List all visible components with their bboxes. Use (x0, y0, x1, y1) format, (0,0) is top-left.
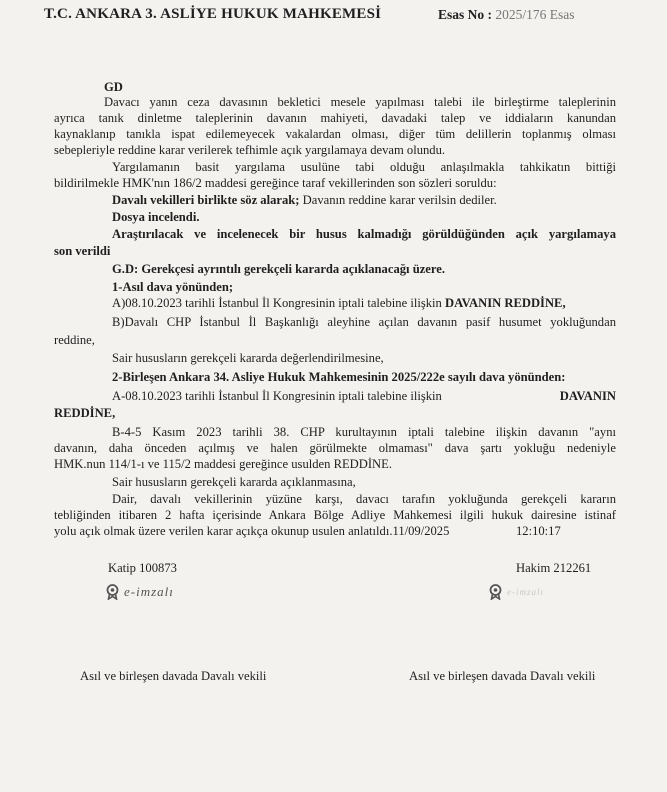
katip-e-signature (104, 583, 174, 600)
gd-reasoning: G.D: Gerekçesi ayrıntılı gerekçeli kararda açıklanacağı üzere. (112, 262, 445, 276)
gd-heading: GD (104, 80, 123, 94)
court-title: T.C. ANKARA 3. ASLİYE HUKUK MAHKEMESİ (44, 6, 382, 22)
section-2-a-text: A-08.10.2023 tarihli İstanbul İl Kongresinin iptali talebine ilişkin (112, 389, 442, 403)
katip-e-signature-text: e-imzalı (124, 583, 174, 599)
seal-icon (487, 583, 504, 600)
p5-line-2: son verildi (54, 244, 111, 258)
decision-time: 12:10:17 (516, 524, 561, 538)
footer-right-party: Asıl ve birleşen davada Davalı vekili (409, 669, 596, 683)
hakim-e-signature-text: e-imzalı (507, 586, 544, 597)
case-number-value: 2025/176 Esas (495, 7, 575, 22)
p1-line-1: Davacı yanın ceza davasının bekletici mesele yapılması talebi ile birleştirme taleplerinin (104, 95, 616, 109)
section-1-title: 1-Asıl dava yönünden; (112, 280, 234, 294)
p1-line-2: ayrıca tanık dinletme taleplerinin davanın mahiyeti, davadaki talep ve iddiaların kanundan (54, 111, 616, 125)
footer-left-party: Asıl ve birleşen davada Davalı vekili (80, 669, 267, 683)
section-1-b-line-2: reddine, (54, 333, 95, 347)
section-1-a (112, 296, 566, 311)
seal-icon (104, 583, 121, 600)
section-2-a-verdict-1: DAVANIN (559, 389, 616, 403)
final-line-3: yolu açık olmak üzere verilen karar açıkça okunup usulen anlatıldı.11/09/2025 (54, 524, 450, 538)
p2-line-2: bildirilmekle HMK'nın 186/2 maddesi gereğince taraf vekillerinden son sözleri soruldu: (54, 176, 497, 190)
case-number-label: Esas No : (438, 7, 493, 22)
section-1-sair: Sair hususların gerekçeli kararda değerlendirilmesine, (112, 351, 384, 365)
section-2-title: 2-Birleşen Ankara 34. Asliye Hukuk Mahkemesinin 2025/222e sayılı dava yönünden: (112, 370, 566, 384)
p1-line-3: kaynaklanıp tanıkla ispat edilemeyecek vakalardan olması, diğer tüm delillerin toplanmış olması (54, 127, 616, 141)
section-1-b-line-1: B)Davalı CHP İstanbul İl Başkanlığı aleyhine açılan davanın pasif husumet yokluğundan (112, 315, 616, 329)
final-line-1: Dair, davalı vekillerinin yüzüne karşı, davacı tarafın yokluğunda gerekçeli kararın (112, 492, 616, 506)
section-2-a-verdict-2: REDDİNE, (54, 406, 116, 420)
section-2-sair: Sair hususların gerekçeli kararda açıklanmasına, (112, 475, 356, 489)
section-2-a-line-1 (112, 389, 616, 404)
case-number (438, 7, 575, 23)
section-2-b-line-1: B-4-5 Kasım 2023 tarihli 38. CHP kurultayının iptali talebine ilişkin davanın "aynı (112, 425, 616, 439)
p3-rest: Davanın reddine karar verilsin dediler. (302, 193, 497, 207)
p5-line-1: Araştırılacak ve incelenecek bir husus kalmadığı görüldüğünden açık yargılamaya (112, 227, 616, 241)
p2-line-1: Yargılamanın basit yargılama usulüne tabi olduğu anlaşılmakla tahkikatın bittiği (112, 160, 616, 174)
p1-line-4: sebepleriyle reddine karar verilerek tefhimle açık yargılamaya devam olundu. (54, 143, 446, 157)
hakim-e-signature (487, 583, 544, 600)
final-line-2: tebliğinden itibaren 2 hafta içerisinde Ankara Bölge Adliye Mahkemesi ilgili hukuk dairesine istinaf (54, 508, 616, 522)
p3-bold: Davalı vekilleri birlikte söz alarak; (112, 193, 300, 207)
section-2-b-line-2: davanın, daha önceden açılmış ve halen görülmekte olmaması" dava şartı yokluğu nedeniyle (54, 441, 616, 455)
section-2-b-line-3: HMK.nun 114/1-ı ve 115/2 maddesi gereğince usulden REDDİNE. (54, 457, 392, 471)
section-1-a-text: A)08.10.2023 tarihli İstanbul İl Kongresinin iptali talebine ilişkin (112, 296, 442, 310)
p3 (112, 193, 497, 208)
hakim-label: Hakim 212261 (516, 561, 592, 575)
dosya-incelendi: Dosya incelendi. (112, 210, 200, 224)
katip-label: Katip 100873 (108, 561, 177, 575)
section-1-a-verdict: DAVANIN REDDİNE, (445, 296, 566, 310)
